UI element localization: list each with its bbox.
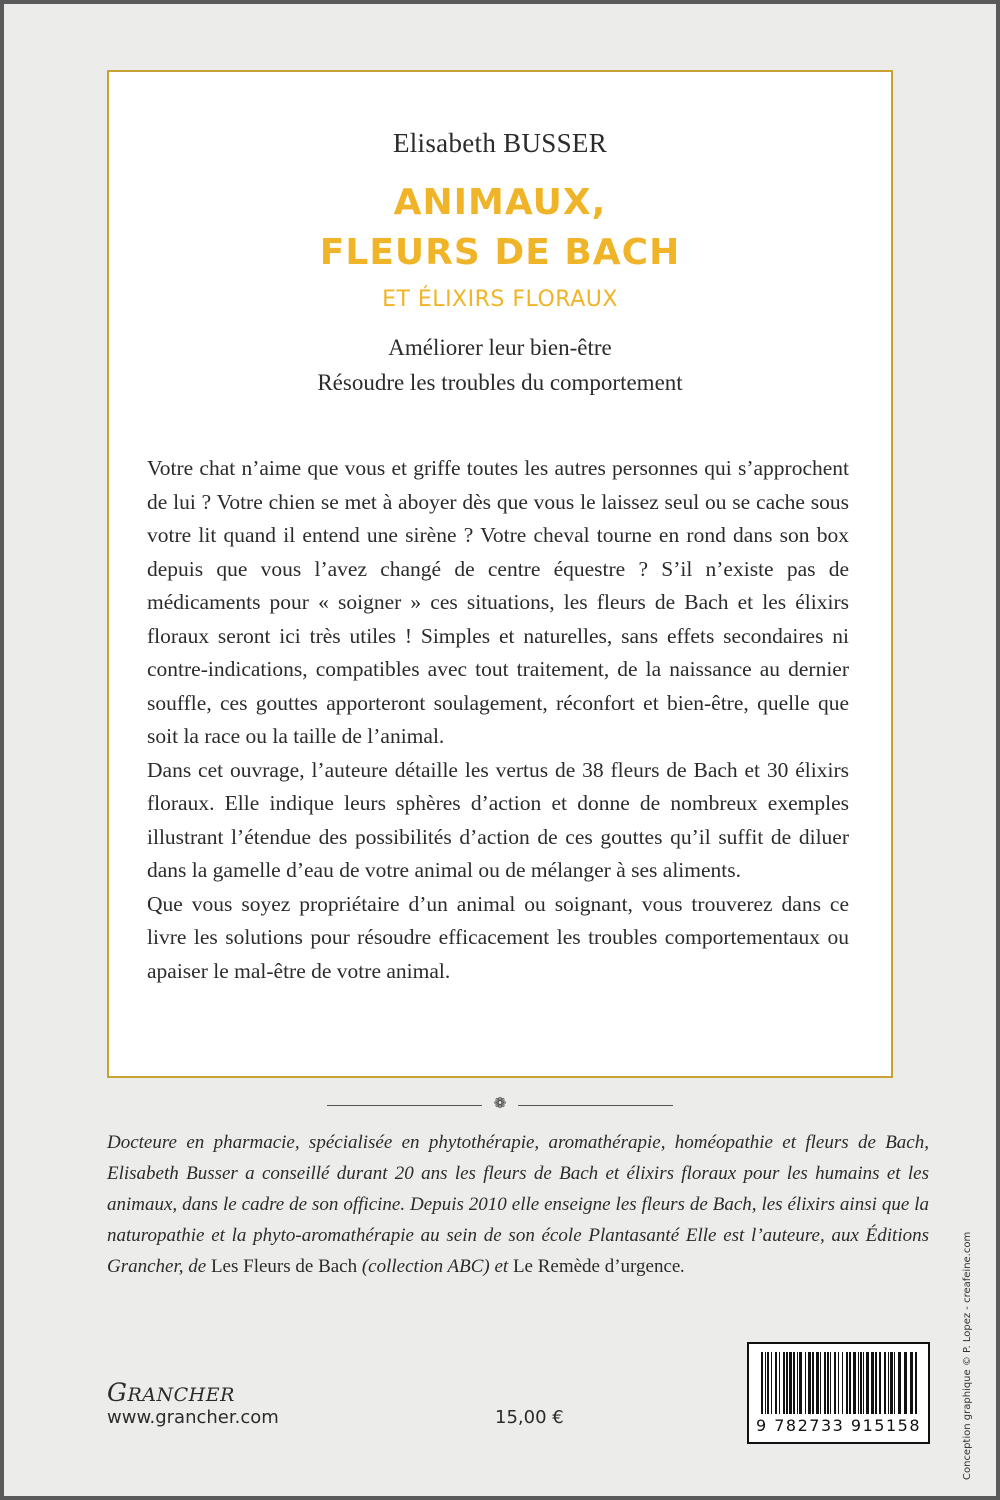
isbn-digits: 9 782733 915158: [755, 1416, 921, 1435]
barcode-bar: [834, 1352, 836, 1414]
design-credit: [962, 1160, 986, 1480]
barcode-bar: [888, 1352, 889, 1414]
barcode-bar: [761, 1352, 763, 1414]
bio-text-3: .: [680, 1256, 686, 1277]
publisher-logo-rest: RANCHER: [127, 1384, 235, 1406]
publisher-website: www.grancher.com: [107, 1407, 279, 1428]
description-panel: [107, 70, 893, 1078]
bio-text-2: (collection ABC) et: [357, 1256, 513, 1277]
bio-book-title-2: Le Remède d’urgence: [512, 1256, 681, 1277]
barcode-bar: [894, 1352, 895, 1414]
barcode-bar: [820, 1352, 821, 1414]
bio-book-title-1: Les Fleurs de Bach: [210, 1256, 358, 1277]
publisher-logo: [107, 1378, 235, 1407]
publisher-logo-initial: G: [107, 1378, 128, 1407]
barcode-bar: [858, 1352, 859, 1414]
barcode-bar: [863, 1352, 864, 1414]
barcode-bar: [875, 1352, 877, 1414]
barcode-bar: [799, 1352, 802, 1414]
barcode-bar: [910, 1352, 913, 1414]
barcode-bar: [771, 1352, 772, 1414]
barcode-bar: [838, 1352, 839, 1414]
barcode-bar: [775, 1352, 777, 1414]
barcode-bar: [779, 1352, 780, 1414]
barcode-bar: [915, 1352, 917, 1414]
barcode-bar: [824, 1352, 826, 1414]
barcode-bar: [879, 1352, 881, 1414]
barcode-bar: [793, 1352, 795, 1414]
barcode-bars-icon: [759, 1352, 919, 1414]
barcode-bar: [904, 1352, 907, 1414]
design-credit-text: Conception graphique © P. Lopez - creafeine.com: [962, 1231, 973, 1480]
barcode-bar: [805, 1352, 806, 1414]
barcode-bar: [884, 1352, 886, 1414]
barcode-bar: [827, 1352, 829, 1414]
barcode-bar: [860, 1352, 862, 1414]
barcode-bar: [890, 1352, 893, 1414]
blurb-paragraph-2: Dans cet ouvrage, l’auteure détaille les vertus de 38 fleurs de Bach et 30 élixirs floraux. Elle indique leurs sphères d’action et donne de nombreux exemples illustrant l’étendue des possibilités d’action de ces gouttes qu’il suffit de diluer dans la gamelle d’eau de votre animal ou de mélanger à ses aliments.: [147, 757, 849, 882]
author-name: Elisabeth BUSSER: [392, 128, 608, 158]
barcode-bar: [871, 1352, 874, 1414]
barcode-bar: [783, 1352, 785, 1414]
barcode-bar: [786, 1352, 788, 1414]
blurb-paragraph-3: Que vous soyez propriétaire d’un animal ou soignant, vous trouverez dans ce livre les solutions pour résoudre efficacement les troubles comportementaux ou apaiser le mal-être de votre animal.: [147, 891, 849, 983]
barcode-bar: [898, 1352, 901, 1414]
barcode-bar: [812, 1352, 814, 1414]
divider-line-right: [518, 1105, 673, 1106]
barcode-bar: [767, 1352, 769, 1414]
barcode-bar: [866, 1352, 869, 1414]
author-biography: [107, 1127, 929, 1282]
barcode-bar: [808, 1352, 811, 1414]
bio-text-1: Docteure en pharmacie, spécialisée en phytothérapie, aromathérapie, homéopathie et fleurs de Bach, Elisabeth Busser a conseillé durant 20 ans les fleurs de Bach et élixirs floraux pour les humains et les animaux, dans le cadre de son officine. Depuis 2010 elle enseigne les fleurs de Bach, les élixirs ainsi que la naturopathie et la phyto-aromathérapie au sein de son école Plantasanté Elle est l’auteure, aux Éditions Grancher, de: [107, 1132, 929, 1277]
blurb-paragraph-1: Votre chat n’aime que vous et griffe toutes les autres personnes qui s’approchent de lui ? Votre chien se met à aboyer dès que vous le laissez seul ou se cache sous votre lit quand il entend une sirène ? Votre cheval tourne en rond dans son box depuis que vous l’avez changé de centre équestre ? S’il n’existe pas de médicaments pour « soigner » ces situations, les fleurs de Bach et les élixirs floraux seront ici très utiles ! Simples et naturelles, sans effets secondaires ni contre-indications, compatibles avec tout traitement, de la naissance au dernier souffle, ces gouttes apporteront soulagement, réconfort et bien-être, quelle que soit la race ou la taille de l’animal.: [147, 456, 849, 748]
barcode-bar: [842, 1352, 843, 1414]
barcode: [747, 1342, 930, 1444]
barcode-bar: [846, 1352, 848, 1414]
book-title-line-3: ET ÉLIXIRS FLORAUX: [382, 287, 618, 312]
barcode-bar: [797, 1352, 798, 1414]
blurb-text: [147, 452, 849, 988]
barcode-bar: [816, 1352, 819, 1414]
subtitle-line-2: Résoudre les troubles du comportement: [317, 370, 683, 395]
book-title-line-2: FLEURS DE BACH: [319, 232, 681, 273]
barcode-bar: [789, 1352, 792, 1414]
section-divider: [327, 1094, 673, 1118]
barcode-bar: [765, 1352, 766, 1414]
barcode-bar: [830, 1352, 831, 1414]
subtitle-line-1: Améliorer leur bien-être: [388, 335, 612, 360]
book-title-line-1: ANIMAUX,: [393, 182, 607, 223]
price-label: 15,00 €: [495, 1407, 564, 1428]
barcode-bar: [853, 1352, 856, 1414]
flower-ornament-icon: ❁: [493, 1094, 507, 1112]
barcode-bar: [849, 1352, 851, 1414]
